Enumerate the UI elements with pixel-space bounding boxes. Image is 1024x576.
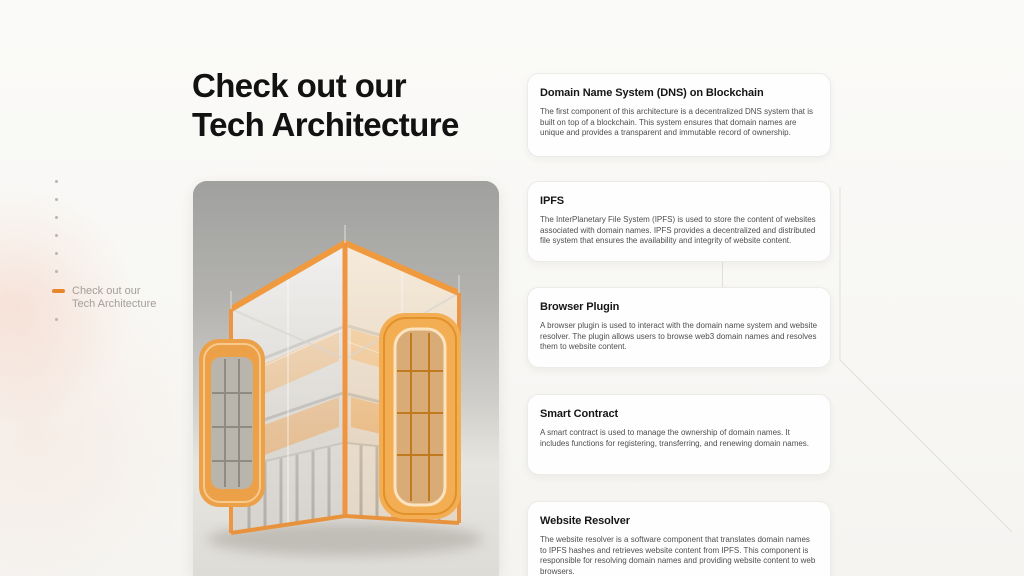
nav-dot[interactable]	[55, 252, 58, 255]
card-title: Domain Name System (DNS) on Blockchain	[540, 87, 764, 99]
card-dns-on-blockchain	[527, 73, 831, 157]
page-title	[192, 66, 522, 144]
card-browser-plugin	[527, 287, 831, 368]
card-body: The InterPlanetary File System (IPFS) is used to store the content of websites associated with domain names. IPFS provides a decentralized and distributed file system that ensures the availability and integrity of website content.	[540, 215, 816, 245]
nav-active-label-line2: Tech Architecture	[72, 298, 157, 310]
nav-dot[interactable]	[55, 216, 58, 219]
nav-dot[interactable]	[55, 198, 58, 201]
card-ipfs	[527, 181, 831, 262]
hero-image	[193, 181, 499, 576]
card-website-resolver	[527, 501, 831, 576]
card-title: Website Resolver	[540, 515, 630, 527]
card-body: The website resolver is a software component that translates domain names to IPFS hashes and retrieves website content from IPFS. This component is responsible for resolving domain names and providing website content to web browsers.	[540, 535, 816, 576]
page-title-line1: Check out our	[192, 67, 407, 104]
nav-dot[interactable]	[55, 318, 58, 321]
nav-dot[interactable]	[55, 270, 58, 273]
nav-active-label-line1: Check out our	[72, 285, 141, 297]
nav-active-label[interactable]	[72, 285, 156, 311]
card-title: Browser Plugin	[540, 301, 620, 313]
nav-dot[interactable]	[55, 180, 58, 183]
page-title-line2: Tech Architecture	[192, 106, 459, 143]
card-title: Smart Contract	[540, 408, 619, 420]
card-body: The first component of this architecture is a decentralized DNS system that is built on top of a blockchain. This system ensures that domain names are unique and provides a transparent and immutable record of ownership.	[540, 107, 814, 137]
tech-architecture-3d-render	[193, 181, 499, 576]
nav-dot[interactable]	[55, 234, 58, 237]
card-title: IPFS	[540, 195, 565, 207]
card-body: A smart contract is used to manage the ownership of domain names. It includes functions for registering, transferring, and renewing domain names.	[540, 428, 810, 448]
card-body: A browser plugin is used to interact with the domain name system and website resolver. The plugin allows users to browse web3 domain names and resolves them to website content.	[540, 321, 818, 351]
nav-active-indicator[interactable]	[52, 289, 65, 293]
card-smart-contract	[527, 394, 831, 475]
